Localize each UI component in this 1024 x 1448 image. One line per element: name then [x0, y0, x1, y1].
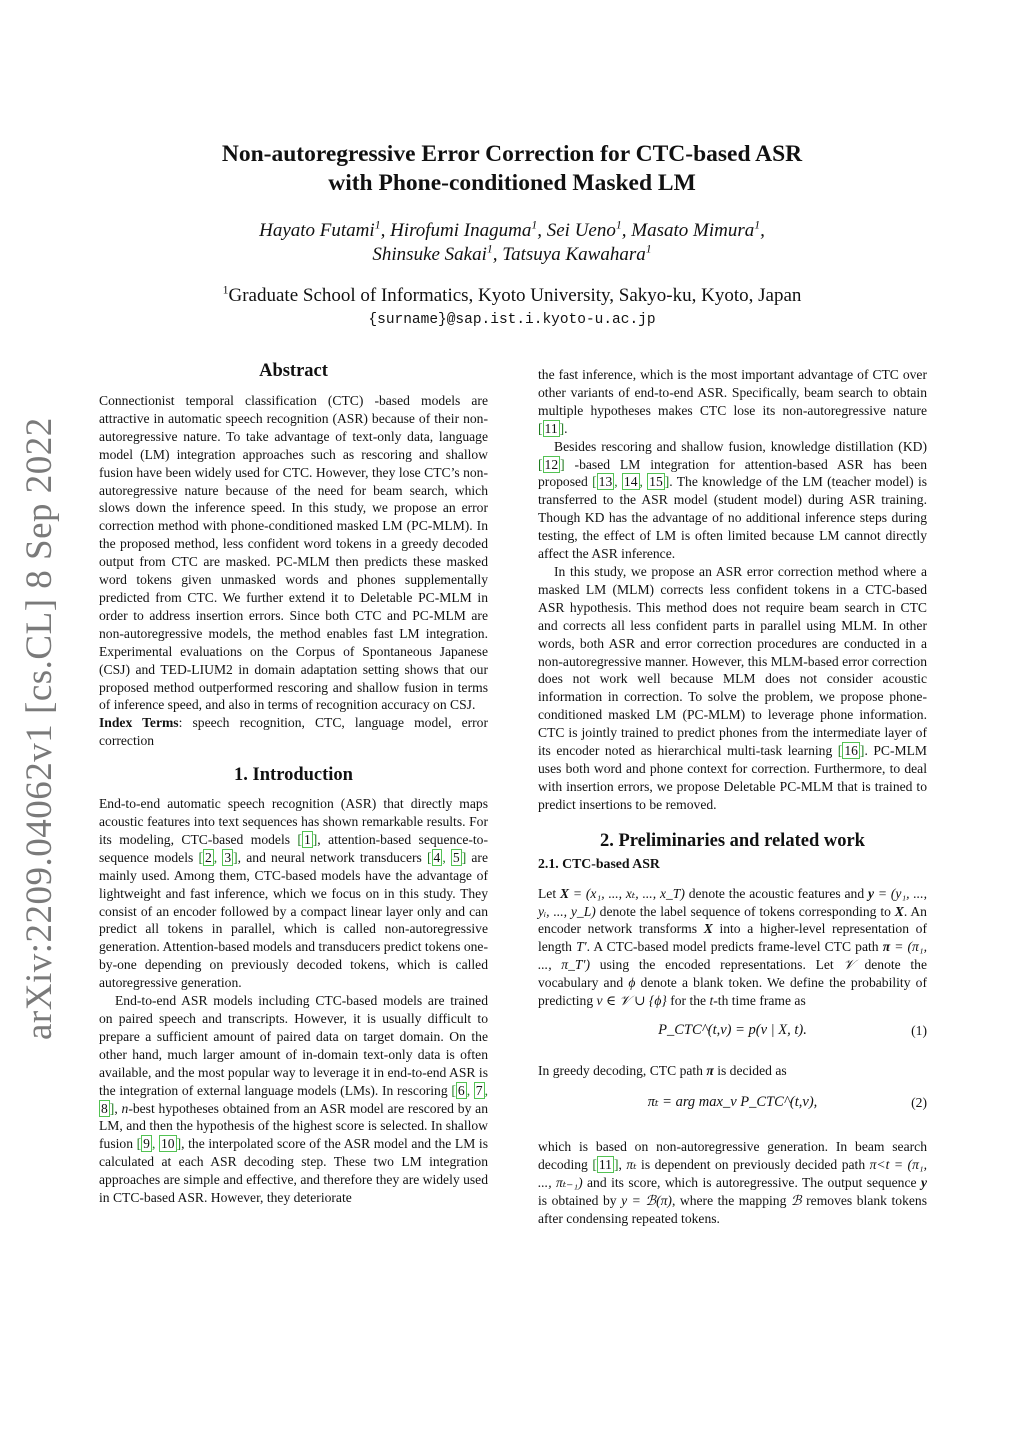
- intro-text: , the interpolated score of the ASR model and the LM is calculated at each ASR decoding step. These two LM integration approaches are simple and effective, and therefore they are widely used in CTC-based ASR. However, they deteriorate: [99, 1136, 489, 1206]
- body-text: -based LM integration for attention-based ASR has been proposed: [538, 456, 927, 490]
- author-affil-mark: 1: [374, 218, 381, 232]
- author-name: Shinsuke Sakai: [372, 244, 487, 265]
- intro-text: are mainly used. Among them, CTC-based models have the advantage of lightweight and fast inference, which we focus on in this study. They consist of an encoder followed by a compact linear layer only and can predict all tokens in parallel, which is called non-autoregressive generation. Attention-based models and transducers predict tokens one-by-one depending on previously decoded tokens, which is called autoregressive generation.: [99, 849, 488, 991]
- author-email: {surname}@sap.ist.i.kyoto-u.ac.jp: [368, 312, 656, 328]
- math-variable: y: [867, 885, 875, 901]
- affiliation: [100, 284, 924, 308]
- index-terms-text: : speech recognition, CTC, language model, error correction: [99, 715, 488, 749]
- body-text: ,: [618, 1156, 627, 1172]
- body-text: In greedy decoding, CTC path: [538, 1063, 707, 1078]
- citation-number[interactable]: 7: [475, 1082, 483, 1098]
- citation-number[interactable]: 6: [457, 1082, 465, 1098]
- author-separator: ,: [380, 220, 391, 241]
- author-affil-mark: 1: [486, 242, 493, 256]
- intro-text: , attention-based sequence-to-sequence models: [99, 831, 488, 865]
- body-text: .: [564, 420, 568, 436]
- math-expression: = (x₁, ..., xₜ, ..., x_T): [569, 885, 685, 901]
- body-text: . An encoder network transforms: [538, 903, 927, 937]
- citation-link[interactable]: [ 13 , 14 , 15 ]: [592, 474, 670, 490]
- math-variable: πₜ: [626, 1156, 637, 1172]
- paper-title: [100, 140, 924, 198]
- author-affil-mark: 1: [531, 218, 538, 232]
- intro-text: End-to-end ASR models including CTC-based models are trained on paired speech and transcripts. However, it is usually difficult to prepare a sufficient amount of paired data on target domain. On the other hand, much larger amount of in-domain text-only data is often available, and the most popular way to leverage it in end-to-end ASR is the integration of external language models (LMs). In rescoring: [99, 993, 488, 1098]
- intro-paragraph-1: [99, 795, 488, 992]
- math-variable: X: [703, 921, 713, 937]
- equation-2-body: πₜ = arg max_v P_CTC^(t,v),: [647, 1093, 818, 1110]
- body-text: . A CTC-based model predicts frame-level CTC path: [586, 939, 883, 955]
- author-affil-mark: 1: [615, 218, 622, 232]
- citation-link[interactable]: [ 11 ]: [538, 420, 565, 436]
- math-expression: = (y₁, ..., yᵢ, ..., y_L): [538, 885, 928, 919]
- body-text: -th time frame as: [713, 993, 806, 1009]
- math-variable: t: [709, 993, 714, 1009]
- author-name: Masato Mimura: [631, 220, 755, 241]
- body-text: . PC-MLM uses both word and phone context for correction. Furthermore, to deal with insertion errors, we propose Deletable PC-MLM that is trained to predict insertions to be removed.: [538, 743, 927, 812]
- title-line-1: Non-autoregressive Error Correction for CTC-based ASR: [221, 141, 803, 167]
- title-line-2: with Phone-conditioned Masked LM: [328, 170, 696, 196]
- citation-number[interactable]: 3: [224, 849, 232, 865]
- ctc-definition-paragraph: [538, 885, 927, 1010]
- beam-search-paragraph: [538, 1138, 927, 1228]
- citation-number[interactable]: 9: [143, 1136, 150, 1152]
- abstract-text: Connectionist temporal classification (CTC) -based models are attractive in automatic speech recognition (ASR) because of their non-autoregressive nature. To take advantage of text-only data, language model (LM) integration approaches such as rescoring and shallow fusion have been widely used for CTC. However, they lose CTC’s non-autoregressive nature because of the need for beam search, which slows down the inference speed. In this study, we propose an error correction method with phone-conditioned masked LM (PC-MLM). In the proposed method, less confident word tokens in a greedy decoded output from CTC are masked. PC-MLM then predicts these masked word tokens given unmasked words and phones supplementally predicted from CTC. We further extend it to Deletable PC-MLM in order to address insertion errors. Since both CTC and PC-MLM are non-autoregressive models, the method enables fast LM integration. Experimental evaluations on the Corpus of Spontaneous Japanese (CSJ) and TED-LIUM2 in domain adaptation setting shows that our proposed method outperformed rescoring and shallow fusion in terms of inference speed, and also in terms of recognition accuracy on CSJ.: [99, 393, 488, 713]
- citation-link[interactable]: [ 6 , 7 , 8 ]: [101, 1082, 488, 1116]
- math-variable: 𝒱: [843, 957, 855, 973]
- author-separator: ,: [537, 220, 547, 241]
- body-text: , where the mapping: [671, 1192, 791, 1208]
- math-expression: π<t = (π₁, ..., πₜ₋₁): [538, 1156, 928, 1190]
- body-text: removes blank tokens after condensing repeated tokens.: [538, 1192, 927, 1226]
- right-paragraph-proposal: [538, 563, 927, 814]
- author-name: Hirofumi Inaguma: [390, 220, 532, 241]
- index-terms-label: Index Terms: [99, 715, 179, 731]
- equation-2: [538, 1094, 927, 1124]
- intro-text: End-to-end automatic speech recognition (ASR) that directly maps acoustic features into text sequences has shown remarkable results. For its modeling, CTC-based models: [99, 796, 488, 847]
- math-expression: v ∈ 𝒱 ∪ {ϕ}: [596, 993, 667, 1009]
- intro-text: ,: [114, 1100, 122, 1116]
- author-separator: ,: [492, 244, 503, 265]
- intro-text: -best hypotheses obtained from an ASR model are rescored by an LM, and then the hypothesis of the highest score is selected. In shallow fusion: [99, 1100, 488, 1152]
- body-text: which is based on non-autoregressive generation. In beam search decoding: [538, 1138, 927, 1172]
- author-affil-mark: 1: [645, 242, 652, 256]
- body-text: . The knowledge of the LM (teacher model) is transferred to the ASR model (student model) during ASR training. Though KD has the advantage of no additional inference steps during testing, the effect of LM is often limited because LM cannot directly affect the ASR inference.: [538, 474, 928, 562]
- greedy-decoding-paragraph: [538, 1062, 927, 1080]
- math-variable: π: [706, 1063, 714, 1078]
- math-expression: y = ℬ(π): [621, 1192, 672, 1208]
- body-text: is obtained by: [538, 1192, 622, 1208]
- affiliation-mark: 1: [222, 283, 229, 297]
- author-name: Hayato Futami: [259, 220, 375, 241]
- body-text: denote the acoustic features and: [684, 885, 868, 901]
- math-variable: T′: [576, 939, 587, 955]
- body-text: is dependent on previously decided path: [636, 1156, 870, 1172]
- right-column: [538, 366, 927, 1227]
- citation-number[interactable]: 12: [544, 456, 559, 472]
- author-line-1: [100, 219, 924, 243]
- citation-number[interactable]: 11: [598, 1156, 612, 1172]
- author-name: Tatsuya Kawahara: [502, 244, 646, 265]
- body-text: the fast inference, which is the most important advantage of CTC over other variants of end-to-end ASR. Specifically, beam search to obtain multiple hypotheses makes CTC lose its non-autoregressive nature: [538, 367, 927, 418]
- section-heading-introduction: 1. Introduction: [234, 765, 353, 786]
- citation-link[interactable]: [ 16 ]: [837, 743, 865, 759]
- citation-link[interactable]: [ 12 ]: [538, 456, 565, 472]
- citation-number[interactable]: 4: [433, 849, 441, 865]
- math-variable: X: [894, 903, 904, 919]
- citation-link[interactable]: [ 9 , 10 ]: [136, 1136, 182, 1152]
- body-text: using the encoded representations. Let: [589, 957, 844, 973]
- author-affil-mark: 1: [754, 218, 761, 232]
- abstract-heading: Abstract: [259, 361, 328, 381]
- citation-number[interactable]: 1: [303, 831, 311, 847]
- left-column: [99, 360, 488, 1207]
- body-text: and its score, which is autoregressive. The output sequence: [582, 1174, 921, 1190]
- math-variable: ℬ: [790, 1192, 802, 1208]
- math-variable: X: [559, 885, 570, 901]
- citation-link[interactable]: [ 2 , 3 ]: [198, 849, 238, 865]
- body-text: is decided as: [713, 1063, 787, 1078]
- author-name: Sei Ueno: [546, 220, 616, 241]
- body-text: into a higher-level representation of length: [538, 921, 927, 955]
- intro-text: , and neural network transducers: [237, 849, 427, 865]
- citation-number[interactable]: 10: [161, 1136, 175, 1152]
- arxiv-identifier-stamp: arXiv:2209.04062v1 [cs.CL] 8 Sep 2022: [19, 417, 60, 1040]
- citation-number[interactable]: 14: [623, 474, 638, 490]
- affiliation-text: Graduate School of Informatics, Kyoto University, Sakyo-ku, Kyoto, Japan: [228, 285, 802, 306]
- equation-2-number: (2): [911, 1094, 927, 1110]
- math-variable: π: [882, 939, 891, 955]
- subsection-heading-ctc: 2.1. CTC-based ASR: [538, 855, 660, 871]
- citation-number[interactable]: 13: [598, 474, 613, 490]
- body-text: denote a blank token. We define the probability of predicting: [538, 975, 927, 1009]
- equation-1: [538, 1022, 927, 1052]
- body-text: In this study, we propose an ASR error correction method where a masked LM (MLM) corrects less confident tokens in a CTC-based ASR hypothesis. This method does not require beam search in CTC and corrects all less confident parts in parallel using MLM. In other words, both ASR and error correction procedures are conducted in a non-autoregressive manner. However, this MLM-based error correction does not work well because MLM does not consider acoustic information in correction. To solve the problem, we propose phone-conditioned masked LM (PC-MLM) to leverage phone information. CTC is jointly trained to predict phones from the intermediate layer of its encoder noted as hierarchical multi-task learning: [538, 563, 928, 759]
- citation-link[interactable]: [ 4 , 5 ]: [426, 849, 467, 865]
- author-list: [100, 219, 924, 267]
- equation-1-body: P_CTC^(t,v) = p(v | X, t).: [658, 1022, 807, 1038]
- citation-number[interactable]: 8: [101, 1100, 108, 1116]
- math-variable: ϕ: [628, 975, 636, 991]
- body-text: Besides rescoring and shallow fusion, knowledge distillation (KD): [554, 438, 927, 454]
- citation-number[interactable]: 2: [204, 849, 212, 865]
- body-text: denote the vocabulary and: [538, 957, 927, 991]
- math-variable: y: [920, 1174, 927, 1190]
- citation-link[interactable]: [ 11 ]: [592, 1156, 619, 1172]
- citation-link[interactable]: [ 1 ]: [297, 831, 318, 847]
- math-expression: = (π₁, ..., π_T′): [538, 939, 927, 973]
- right-paragraph-kd: [538, 438, 927, 563]
- body-text: Let: [538, 885, 560, 901]
- intro-paragraph-2: [99, 992, 488, 1207]
- author-separator: ,: [760, 220, 765, 241]
- index-terms: [99, 714, 488, 750]
- citation-number[interactable]: 11: [544, 420, 558, 436]
- citation-number[interactable]: 5: [452, 849, 460, 865]
- body-text: for the: [666, 993, 710, 1009]
- right-paragraph-continued: [538, 366, 927, 438]
- body-text: denote the label sequence of tokens corresponding to: [595, 903, 895, 919]
- citation-number[interactable]: 15: [649, 474, 663, 490]
- citation-number[interactable]: 16: [844, 743, 858, 759]
- author-line-2: [100, 243, 924, 267]
- section-heading-preliminaries: 2. Preliminaries and related work: [600, 830, 865, 851]
- author-separator: ,: [621, 220, 632, 241]
- equation-1-number: (1): [911, 1023, 927, 1038]
- math-variable: n: [121, 1100, 129, 1116]
